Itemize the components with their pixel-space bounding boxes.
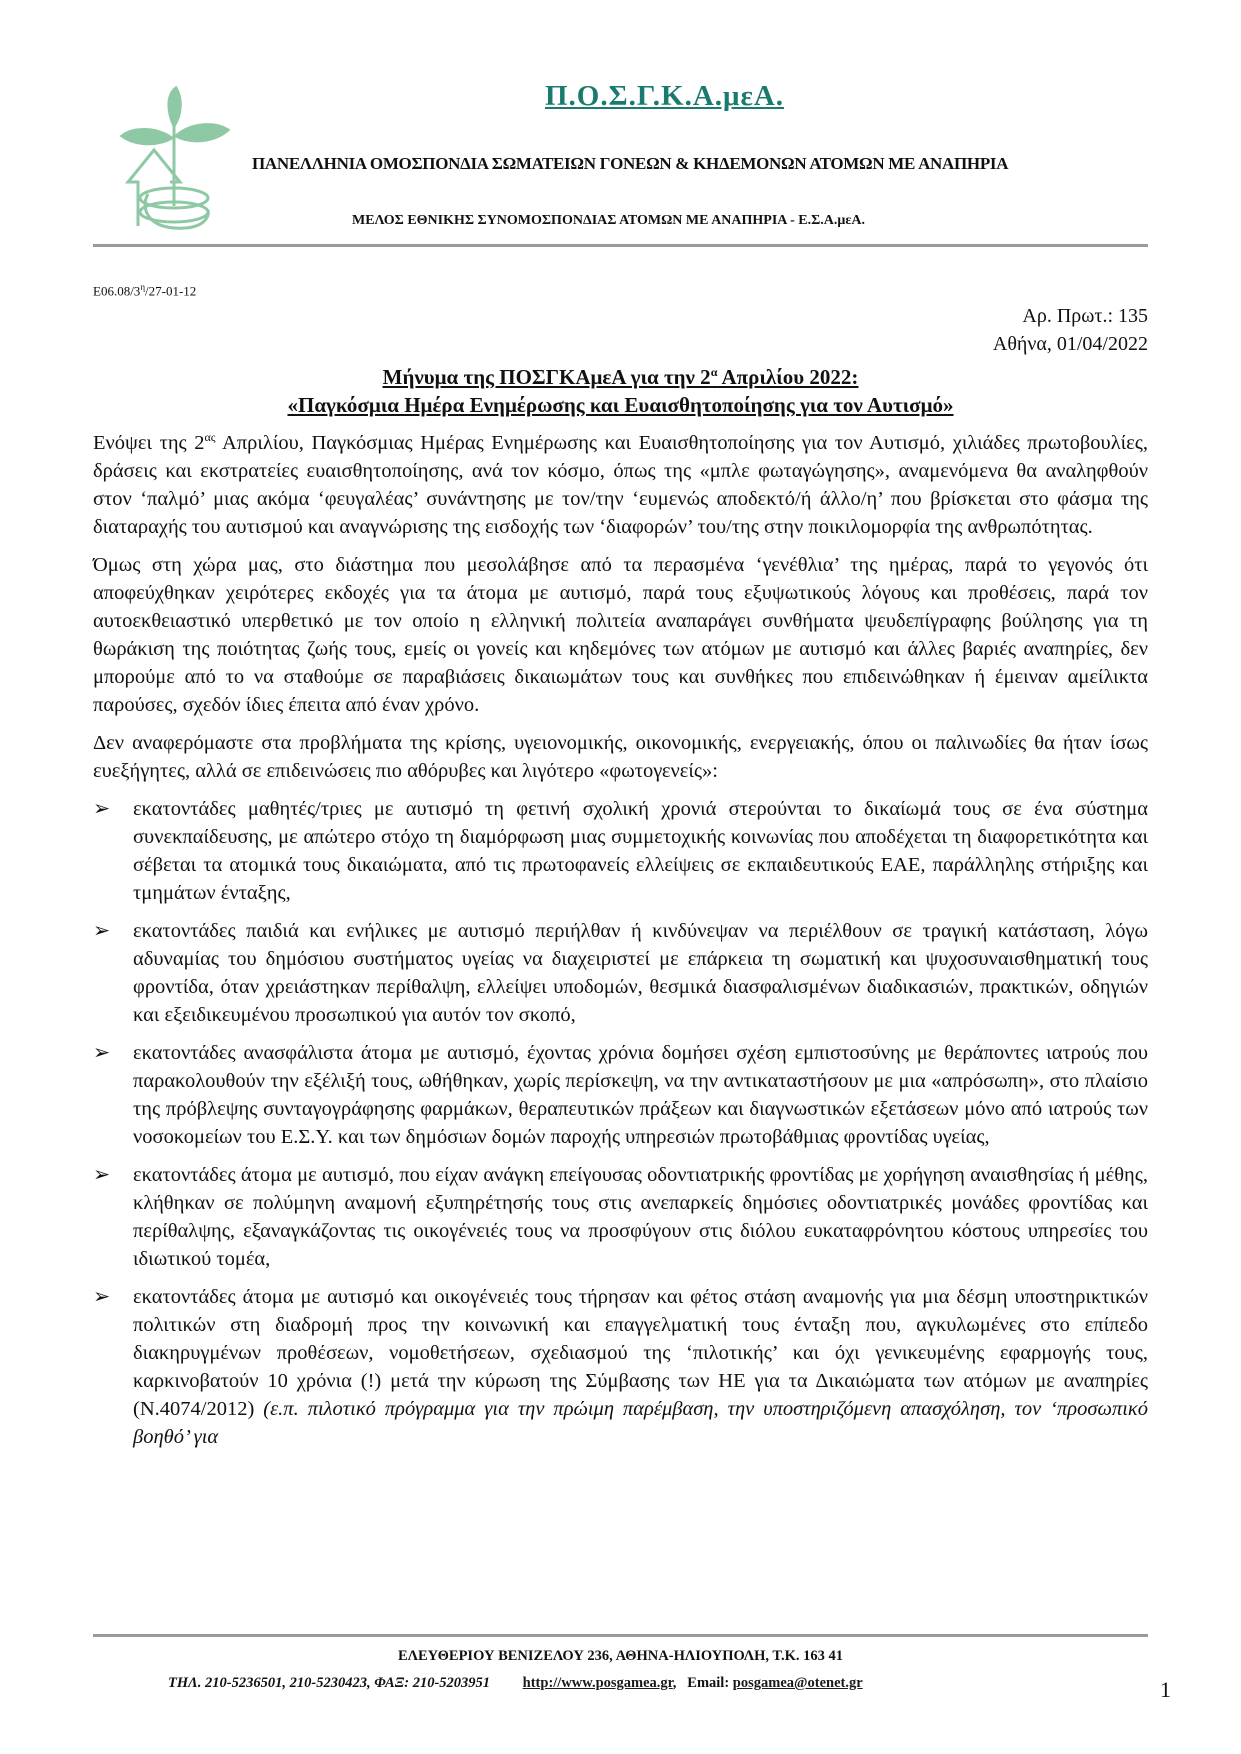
subject-text: Μήνυμα της ΠΟΣΓΚΑμεΑ για την 2 — [382, 365, 711, 389]
arrow-bullet-icon: ➢ — [93, 1163, 111, 1186]
subject-line-1 — [93, 358, 1148, 391]
footer-divider — [93, 1634, 1148, 1637]
subject-text: Απριλίου 2022: — [717, 365, 859, 389]
subject-line-2: «Παγκόσμια Ημέρα Ενημέρωσης και Ευαισθητοποίησης για τον Αυτισμό» — [287, 393, 954, 417]
footer-address: ΕΛΕΥΘΕΡΙΟΥ ΒΕΝΙΖΕΛΟΥ 236, ΑΘΗΝΑ-ΗΛΙΟΥΠΟΛΗ, Τ.Κ. 163 41 — [397, 1648, 844, 1664]
ref-code-part: Ε06.08/3 — [93, 283, 141, 299]
arrow-bullet-icon: ➢ — [93, 1041, 111, 1064]
paragraph-sup: ας — [204, 430, 216, 444]
ref-code-sup: η — [140, 282, 146, 292]
paragraph-3: Δεν αναφερόμαστε στα προβλήματα της κρίσης, υγειονομικής, οικονομικής, ενεργειακής, όπου οι παλινωδίες θα ήταν ίσως ευεξήγητες, αλλά σε επιδεινώσεις πιο αθόρυβες και λιγότερο «φωτογενείς»: — [93, 731, 1148, 782]
header-divider — [93, 244, 1148, 247]
paragraph-2: Όμως στη χώρα μας, στο διάστημα που μεσολάβησε από τα περασμένα ‘γενέθλια’ της ημέρας, παρά το γεγονός ότι αποφεύχθηκαν χειρότερες εκδοχές για τα άτομα με αυτισμό, παρά τους εξυψωτικούς λόγους και προθέσεις, παρά τον αυτοεκθειαστικό υπερθετικό με τον οποίο η ελληνική πολιτεία αναπαράγει συνθήματα ψευδεπίγραφης βούλησης για τη θωράκιση της ποιότητας ζωής τους, εμείς οι γονείς και κηδεμόνες των ατόμων με αυτισμό και άλλες βαριές αναπηρίες, δεν μπορούμε από το να σταθούμε σε παραβιάσεις δικαιωμάτων τους και συνθήκες που επιδεινώθηκαν ή έμειναν αμείλικτα παρούσες, σχεδόν ίδιες έπειτα από έναν χρόνο. — [93, 553, 1148, 716]
email-link[interactable]: posgamea@otenet.gr — [732, 1675, 863, 1691]
subject-sup: α — [710, 365, 718, 379]
website-link[interactable]: http://www.posgamea.gr — [522, 1675, 673, 1691]
paragraph-1 — [93, 423, 1148, 541]
org-full-name: ΠΑΝΕΛΛΗΝΙΑ ΟΜΟΣΠΟΝΔΙΑ ΣΩΜΑΤΕΙΩΝ ΓΟΝΕΩΝ & ΚΗΔΕΜΟΝΩΝ ΑΤΟΜΩΝ ΜΕ ΑΝΑΠΗΡΙΑ — [252, 154, 1009, 173]
paragraph-text: Απριλίου, Παγκόσμιας Ημέρας Ενημέρωσης και Ευαισθητοποίησης για τον Αυτισμό, χιλιάδες πρωτοβουλίες, δράσεις και εκστρατείες ευαισθητοποίησης, ανά τον κόσμο, όπως της «μπλε φωταγώγησης», αναμενόμενα θα αναληφθούν στον ‘παλμό’ μιας ακόμα ‘φευγαλέας’ συνάντησης με τον/την ‘ευμενώς αποδεκτό/ή άλλο/η’ που βρίσκεται στο φάσμα της διαταραχής του αυτισμού και αναγνώρισης της εισδοχής των ‘διαφορών’ του/της στην ποικιλομορφία της ανθρωπότητας. — [93, 431, 1148, 538]
place-date: Αθήνα, 01/04/2022 — [992, 333, 1148, 355]
arrow-bullet-icon: ➢ — [93, 919, 111, 942]
ref-code-part: /27-01-12 — [145, 283, 197, 299]
footer-phones: ΤΗΛ. 210-5236501, 210-5230423, ΦΑΞ: 210-5203951 — [168, 1675, 491, 1691]
reference-code — [93, 282, 196, 299]
protocol-block — [993, 302, 1148, 358]
document-subject — [93, 358, 1148, 419]
list-item: ➢ εκατοντάδες ανασφάλιστα άτομα με αυτισμό, έχοντας χρόνια δομήσει σχέση εμπιστοσύνης με θεράποντες ιατρούς που παρακολουθούν την εξέλιξή τους, ωθήθηκαν, χωρίς περίσκεψη, να την αντικαταστήσουν με μια «απρόσωπη», στο πλαίσιο της πρόβλεψης συνταγογράφησης φαρμάκων, θεραπευτικών πράξεων και διαγνωστικών εξετάσεων μόνο από ιατρούς των νοσοκομείων του Ε.Σ.Υ. και των δημόσιων δομών παροχής υπηρεσιών πρωτοβάθμιας φροντίδας υγείας, — [93, 1039, 1148, 1151]
protocol-number: Αρ. Πρωτ.: 135 — [1022, 305, 1148, 327]
arrow-bullet-icon: ➢ — [93, 797, 111, 820]
list-item: ➢ εκατοντάδες παιδιά και ενήλικες με αυτισμό περιήλθαν ή κινδύνεψαν να περιέλθουν σε τραγική κατάσταση, λόγω αδυναμίας του δημόσιου συστήματος υγείας να διαχειριστεί με επάρκεια τη σωματική και ψυχοσυναισθηματική τους φροντίδα, όταν χρειάστηκαν περίθαλψη, ελλείψει υποδομών, θεσμικά διασφαλισμένων διαδικασιών, πρακτικών, οδηγιών και εξειδικευμένου προσωπικού για αυτόν τον σκοπό, — [93, 917, 1148, 1029]
italic-note: (ε.π. πιλοτικό πρόγραμμα για την πρώιμη παρέμβαση, την υποστηριζόμενη απασχόληση, τον ‘προσωπικό βοηθό’ για — [133, 1397, 1148, 1448]
org-logo — [118, 86, 230, 232]
list-item: ➢ εκατοντάδες άτομα με αυτισμό και οικογένειές τους τήρησαν και φέτος στάση αναμονής για μια δέσμη υποστηρικτικών πολιτικών στη διαδρομή προς την κοινωνική και επαγγελματική τους ένταξη που, αγκυλωμένες στο επίπεδο διακηρυγμένων προθέσεων, νομοθετήσεων, σχεδιασμού της ‘πιλοτικής’ και όχι γενικευμένης εφαρμογής τους, καρκινοβατούν 10 χρόνια (!) μετά την κύρωση της Σύμβασης των ΗΕ για τα Δικαιώματα των ατόμων με αναπηρίες (Ν.4074/2012) (ε.π. πιλοτικό πρόγραμμα για την πρώιμη παρέμβαση, την υποστηριζόμενη απασχόληση, τον ‘προσωπικό βοηθό’ για — [93, 1283, 1148, 1451]
email-label: Email: — [687, 1675, 730, 1691]
footer-contact: ΤΗΛ. 210-5236501, 210-5230423, ΦΑΞ: 210-5203951 http://www.posgamea.gr, Email: posgamea@otenet.gr — [168, 1675, 863, 1691]
list-item: ➢ εκατοντάδες μαθητές/τριες με αυτισμό τη φετινή σχολική χρονιά στερούνται το δικαίωμά τους σε ένα σύστημα συνεκπαίδευσης, με απώτερο στόχο τη διαμόρφωση μιας συμμετοχικής κοινωνίας που αποδέχεται τη διαφορετικότητα και σέβεται τα ατομικά τους δικαιώματα, από τις πρωτοφανείς ελλείψεις σε εκπαιδευτικούς ΕΑΕ, παράλληλης στήριξης και τμημάτων ένταξης, — [93, 795, 1148, 907]
org-abbreviation: Π.Ο.Σ.Γ.Κ.Α.μεΑ. — [545, 80, 785, 112]
org-member-line: ΜΕΛΟΣ ΕΘΝΙΚΗΣ ΣΥΝΟΜΟΣΠΟΝΔΙΑΣ ΑΤΟΜΩΝ ΜΕ ΑΝΑΠΗΡΙΑ - Ε.Σ.Α.μεΑ. — [352, 213, 865, 228]
document-body — [93, 423, 1148, 1461]
bullet-list — [93, 795, 1148, 1451]
arrow-bullet-icon: ➢ — [93, 1285, 111, 1308]
list-item: ➢ εκατοντάδες άτομα με αυτισμό, που είχαν ανάγκη επείγουσας οδοντιατρικής φροντίδας με χορήγηση αναισθησίας ή μέθης, κλήθηκαν σε πολύμηνη αναμονή εξυπηρέτησής τους στις ανεπαρκείς δημόσιες οδοντιατρικές μονάδες φροντίδας και περίθαλψης, εξαναγκάζοντας τις οικογένειές τους να προσφύγουν στις διόλου ευκαταφρόνητου κόστους υπηρεσίες του ιδιωτικού τομέα, — [93, 1161, 1148, 1273]
paragraph-text: Ενόψει της 2 — [93, 431, 205, 454]
page-number: 1 — [1160, 1677, 1171, 1702]
